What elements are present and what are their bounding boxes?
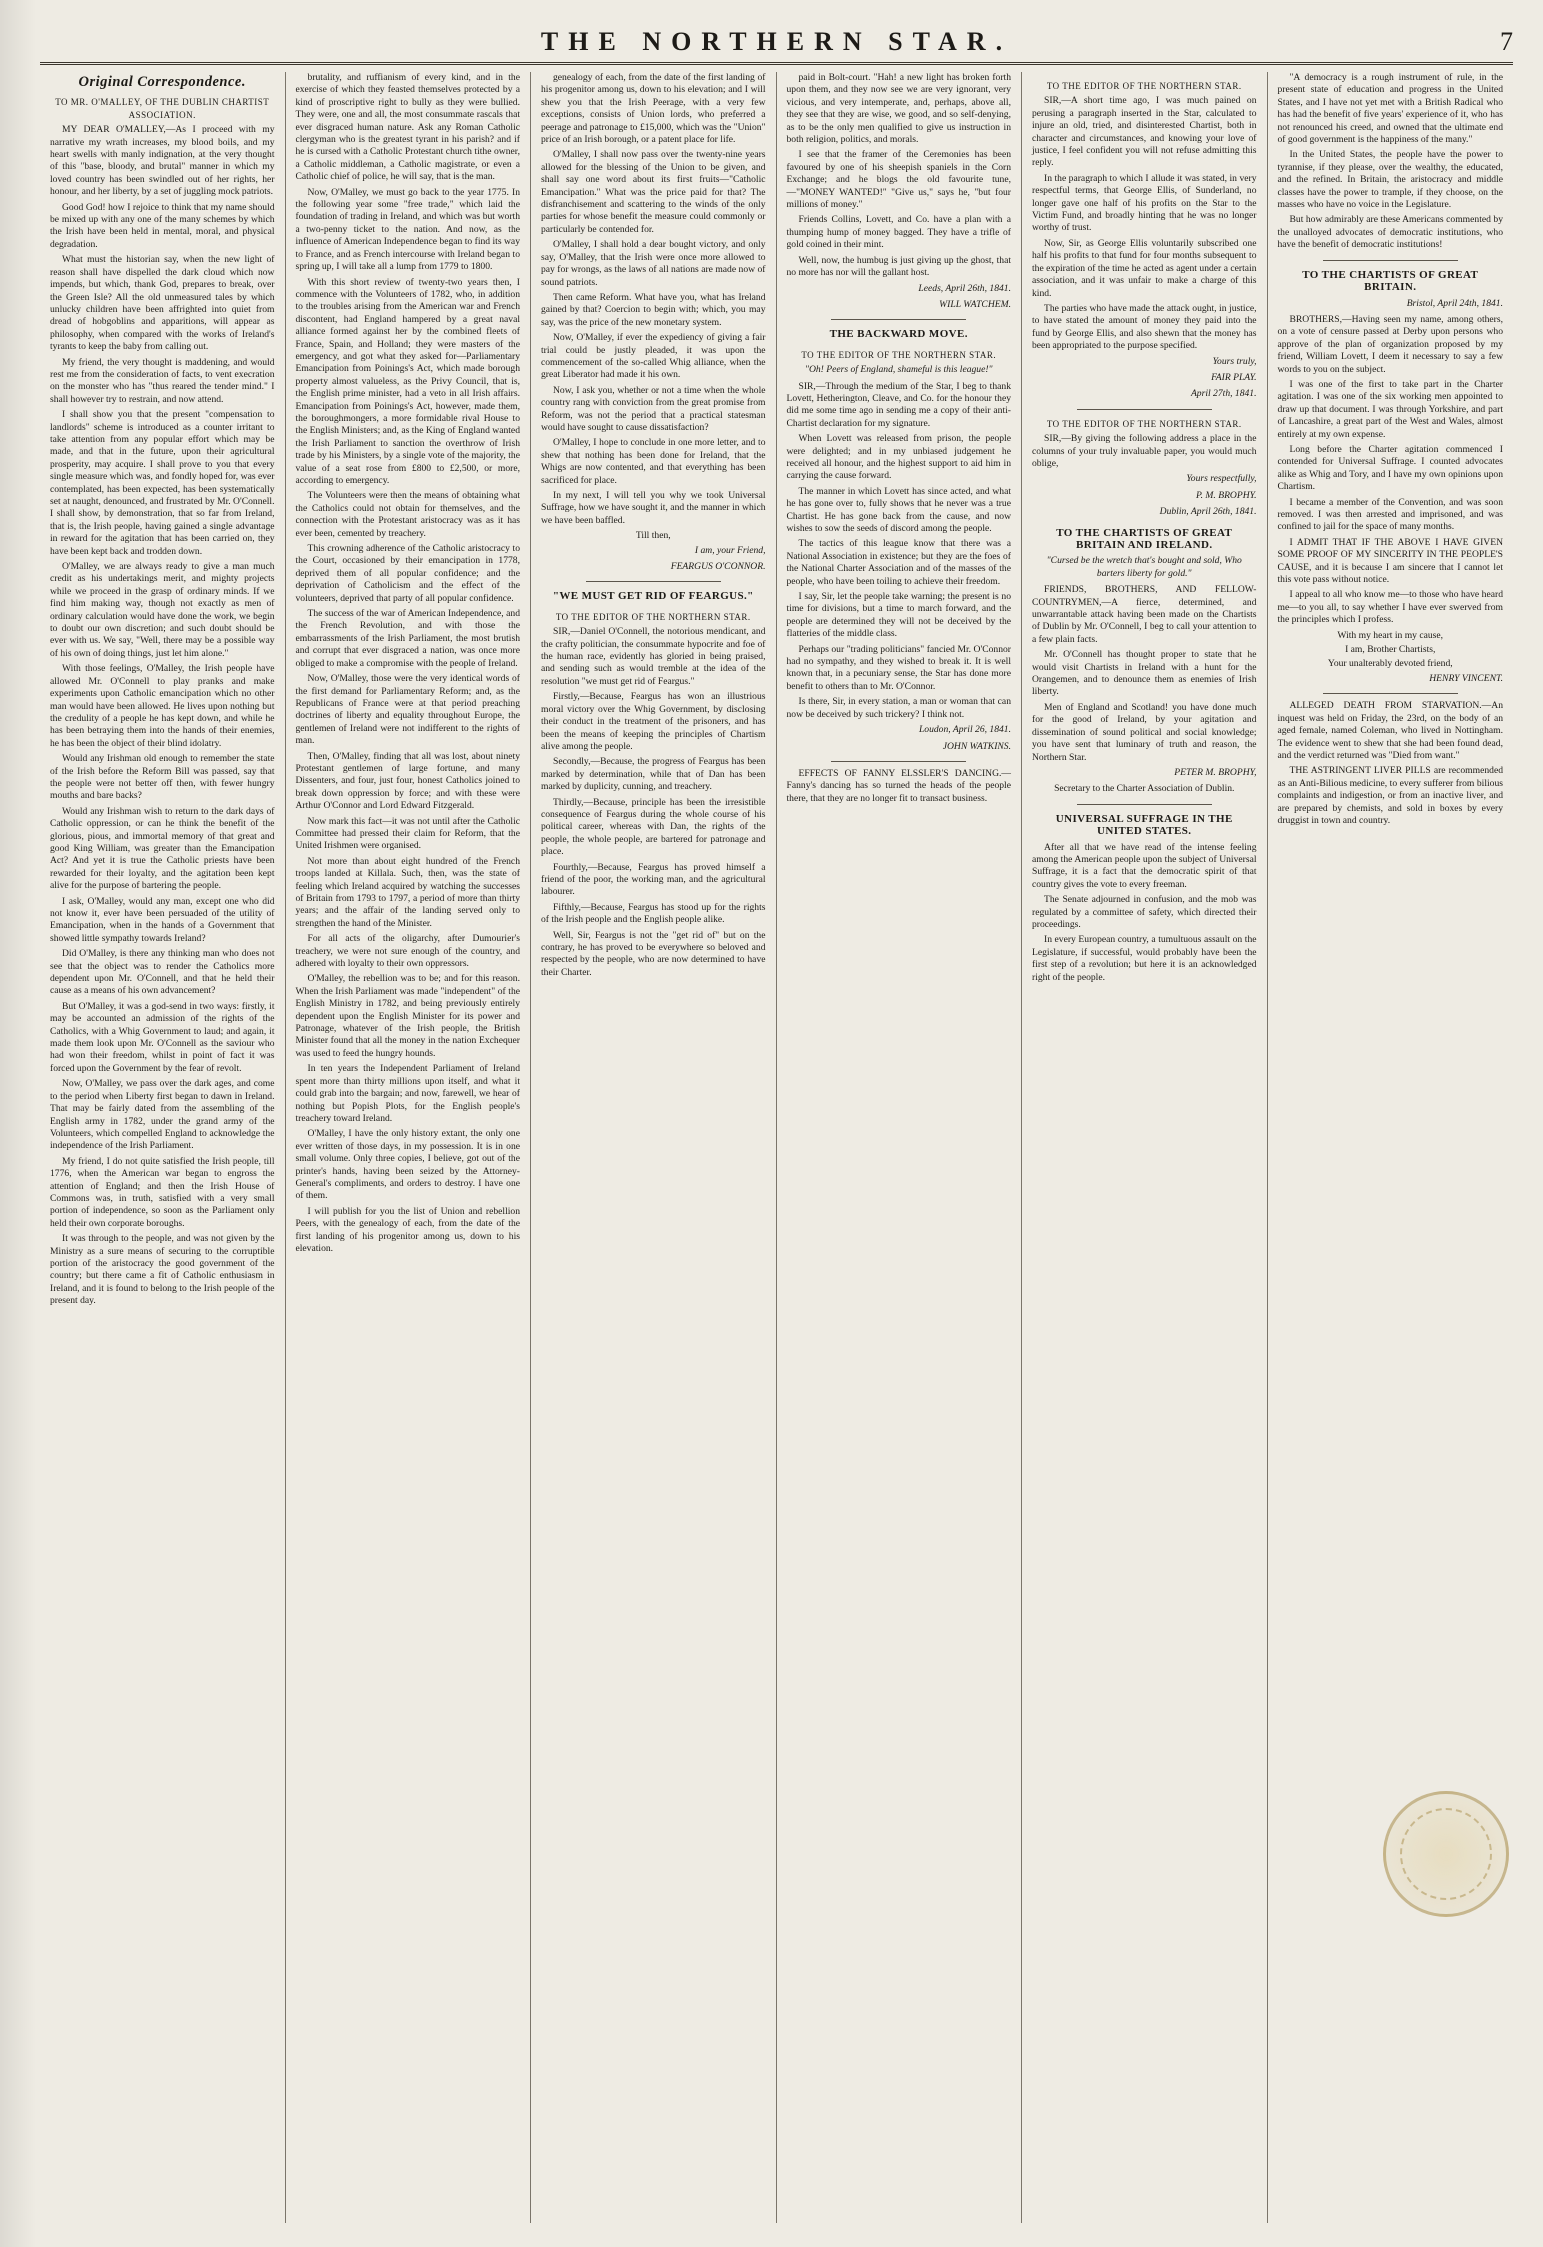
article-heading: THE BACKWARD MOVE.: [829, 328, 968, 341]
paragraph: In ten years the Independent Parliament of Ireland spent more than thirty millions upon itself, and what it could grab into the bargain; and now, farewell, we hear of nothing but Popish Plots, for the English people's treachery toward Ireland.: [295, 1063, 520, 1124]
paragraph: genealogy of each, from the date of the first landing of his progenitor among us, down to his elevation; and I will shew you that the Irish Peerage, with a very few exceptions, consists of Union lords, who preferred a peerage and patronage to £15,000, which was the "Union" price of an Irish borough, or a patent place for life.: [541, 72, 766, 146]
library-stamp: [1383, 1791, 1509, 1917]
paragraph: Now, O'Malley, if ever the expediency of giving a fair trial could be justly pleaded, it was upon the commencement of the so-called Whig alliance, when the great Liberator had made it his own.: [541, 332, 766, 381]
article-subheading: TO THE EDITOR OF THE NORTHERN STAR.: [555, 611, 751, 622]
masthead-title: THE NORTHERN STAR.: [540, 27, 1013, 56]
paragraph: But how admirably are these Americans commented by the unalloyed advocates of democratic institutions, who have the benefit of democratic institutions!: [1277, 214, 1503, 251]
paragraph: Is there, Sir, in every station, a man or woman that can now be deceived by such trickery? I think not.: [786, 696, 1011, 720]
dateline: Leeds, April 26th, 1841.: [918, 282, 1011, 294]
article-heading: TO THE CHARTISTS OF GREAT BRITAIN AND IRELAND.: [1056, 526, 1233, 551]
paragraph: For all acts of the oligarchy, after Dumourier's treachery, we were not sure enough of the country, and adhered with loyalty to their own oppressors.: [295, 933, 520, 970]
paragraph: Men of England and Scotland! you have done much for the good of Ireland, by your agitation and dissemination of sound political and social knowledge; you have sent that luminary of truth and reason, the Northern Star.: [1032, 701, 1257, 763]
dateline: Dublin, April 26th, 1841.: [1159, 506, 1257, 518]
paragraph: Long before the Charter agitation commenced I contended for Universal Suffrage. I counted advocates alike as Whig and Tory, and I have my own opinions upon Chartism.: [1277, 443, 1503, 493]
letter-heading: TO MR. O'MALLEY, OF THE DUBLIN CHARTIST ASSOCIATION.: [55, 97, 270, 120]
signoff-line: Yours truly,: [1212, 355, 1257, 367]
article-subheading: TO THE EDITOR OF THE NORTHERN STAR.: [801, 349, 997, 360]
paragraph: What must the historian say, when the new light of reason shall have dispelled the dark cloud which now impends, but which, thank God, prepares to break, over the Green Isle? All the old unmeasured tales by which unlucky children have been affrighted into quiet from dread of hobgoblins and apparitions, will appear as philosophy, when compared with the works of Ireland's tyrants to keep the baby from calling out.: [50, 254, 275, 353]
dateline: April 27th, 1841.: [1190, 388, 1257, 400]
paragraph: The success of the war of American Independence, and the French Revolution, and with those the embarrassments of the Irish Parliament, the most brutish and corrupt that ever disgraced a nation, was once more obliged to make a compromise with the people of Ireland.: [295, 608, 520, 669]
paragraph: Now, O'Malley, those were the very identical words of the first demand for Parliamentary Reform; and, as the Republicans of France were at that period preaching doctrines of liberty and equality throughout Europe, the gentlemen of Ireland were not indifferent to the rights of man.: [295, 673, 520, 747]
paragraph: SIR,—Daniel O'Connell, the notorious mendicant, and the crafty politician, the consummate hypocrite and foe of the human race, evidently has gloried in being praised, and sending such as would tremble at the idea of the resolution "we must get rid of Feargus.": [541, 626, 766, 687]
signoff-line: Your unalterably devoted friend,: [1327, 658, 1453, 670]
article-heading: UNIVERSAL SUFFRAGE IN THE UNITED STATES.: [1055, 812, 1233, 838]
paragraph: O'Malley, I have the only history extant, the only one ever written of those days, in my possession. It is in one small volume. Only three copies, I believe, got out of the printer's hands, having been seized by the Attorney-General's compliments, and orders to destroy. I have one of them.: [295, 1128, 520, 1202]
paragraph: This crowning adherence of the Catholic aristocracy to the Court, occasioned by their emancipation in 1778, deprived them of all popular confidence; and the deprivation of Catholicism and the effect of the volunteers, deprived that party of all popular confidence.: [295, 543, 520, 604]
paragraph: EFFECTS OF FANNY ELSSLER'S DANCING.—Fanny's dancing has so turned the heads of the people there, that they are no longer fit to transact business.: [786, 767, 1011, 804]
page-fold-shadow: [0, 0, 36, 2247]
article-subheading: TO THE EDITOR OF THE NORTHERN STAR.: [1046, 81, 1242, 91]
paragraph: Would any Irishman old enough to remember the state of the Irish before the Reform Bill was passed, say that the people were not better off then, with fewer hungry mouths and bare backs?: [50, 753, 275, 802]
paragraph: ALLEGED DEATH FROM STARVATION.—An inquest was held on Friday, the 23rd, on the body of an aged female, named Coleman, who lived in Nottingham. The evidence went to shew that she had been found dead, and the verdict returned was "Died from want.": [1277, 700, 1503, 761]
paragraph: Did O'Malley, is there any thinking man who does not see that the object was to render the Catholics more dependent upon Mr. O'Connell, and that he held their cause as a means of his own advancement?: [50, 948, 275, 997]
signoff-line: I am, your Friend,: [694, 544, 766, 556]
page-number: 7: [1500, 27, 1513, 56]
paragraph: MY DEAR O'MALLEY,—As I proceed with my narrative my wrath increases, my blood boils, and my heart swells with manly indignation, at the very thought of this "base, bloody, and brutal" manner in which my loved country has been swindled out of her rights, her honour, and her liberty, by a set of juggling mock patriots.: [50, 124, 275, 198]
author-signature: FAIR PLAY.: [1211, 371, 1257, 383]
stamp-ring: [1400, 1808, 1492, 1900]
paragraph: The Senate adjourned in confusion, and the mob was regulated by a committee of safety, which directed their proceedings.: [1032, 894, 1257, 930]
paragraph: Fourthly,—Because, Feargus has proved himself a friend of the poor, the working man, and the agricultural labourer.: [541, 861, 766, 898]
paragraph: When Lovett was released from prison, the people were delighted; and in my unbiased judgement he received all honour, and the highest support to aid him in carrying the cause forward.: [786, 433, 1011, 482]
paragraph: The parties who have made the attack ought, in justice, to have stated the amount of money they paid into the fund by George Ellis, and also shewn that the money has been appropriated to the purpose specified.: [1032, 302, 1257, 352]
paragraph: But O'Malley, it was a god-send in two ways: firstly, it may be accounted an admission of the rights of the Catholics, with a Whig Government to laud; and again, it made them look upon Mr. O'Connell as the saviour who had won their freedom, whilst in point of fact it was forced upon the Government by the fear of revolt.: [50, 1000, 275, 1074]
columns: [40, 72, 1513, 2223]
article-heading: TO THE CHARTISTS OF GREAT BRITAIN.: [1302, 268, 1479, 294]
paragraph: O'Malley, we are always ready to give a man much credit as his undertakings merit, and mighty projects while we proceed in the grasp of ordinary minds. If we find him making way, though not exactly as men of ordinary calculation would have done the work, we begin to doubt our own discretion; and such doubt should be ever with us. We say, "Well, there may be a possible way of his own of doing things, just let him alone.": [50, 561, 275, 659]
paragraph: The manner in which Lovett has since acted, and what he has gone over to, fully shows that he never was a true Chartist. He has gone back from the cause, and now wishes to sow the seeds of discord among the people.: [786, 485, 1011, 534]
paragraph: In every European country, a tumultuous assault on the Legislature, if successful, would probably have been the first step of a revolution; but here it is an acknowledged right of the people.: [1032, 934, 1257, 983]
paragraph: Now, O'Malley, we pass over the dark ages, and come to the period when Liberty first began to dawn in Ireland. That may be fairly dated from the assembling of the English army in 1782, under the grand army of the Volunteers, which compelled England to acknowledge the independence of the Irish Parliament.: [50, 1078, 275, 1152]
column-2: [286, 72, 532, 2223]
paragraph: O'Malley, I hope to conclude in one more letter, and to shew that nothing has been done for Ireland, that the Whigs are now contented, and that everything has been sacrificed for place.: [541, 437, 766, 486]
author-signature: P. M. BROPHY.: [1196, 489, 1257, 501]
section-heading: Original Correspondence.: [78, 74, 246, 90]
paragraph: I was one of the first to take part in the Charter agitation. I was one of the six working men appointed to draw up that document. I was through Yorkshire, and part of Lancashire, a great part of the West and Wales, almost entirely at my own expense.: [1277, 378, 1503, 440]
signoff-line: I am, Brother Chartists,: [1345, 644, 1436, 656]
column-1: [40, 72, 286, 2223]
paragraph: I see that the framer of the Ceremonies has been favoured by one of his sheepish spaniels in the Corn Exchange; and he blogs the old favourite tune,—"MONEY WANTED!" "Give us," says he, "but four millions of money.": [786, 149, 1011, 211]
paragraph: THE ASTRINGENT LIVER PILLS are recommended as an Anti-Bilious medicine, to every sufferer from bilious complaints and indigestion, or from an inactive liver, and are prepared by chemists, and sold in boxes by every druggist in town and country.: [1277, 765, 1503, 826]
epigraph: "Cursed be the wretch that's bought and sold, Who barters liberty for gold.": [1046, 555, 1242, 579]
paragraph: My friend, the very thought is maddening, and would rest me from the consideration of facts, to vent execration on the monster who has "thus reared the tender mind." I shall however try to restrain, and now attend.: [50, 356, 275, 405]
divider: [586, 581, 721, 582]
paragraph: Not more than about eight hundred of the French troops landed at Killala. Such, then, was the state of feeling which Ireland acquired by watching the successes of Britain from 1793 to 1797, a period of more than thirty years; and the affair of the landing served only to strengthen the hand of the Minister.: [295, 855, 520, 929]
paragraph: O'Malley, the rebellion was to be; and for this reason. When the Irish Parliament was made "independent" of the English Ministry in 1782, and being previously entirely dependent upon the English Minister for its power and Patronage, whatever of the Irish people, the British Minister found that all the money in the nation Exchequer was used to feed the hungry hounds.: [295, 973, 520, 1059]
paragraph: I ADMIT THAT IF THE ABOVE I HAVE GIVEN SOME PROOF OF MY SINCERITY IN THE PEOPLE'S CAUSE, and it is because I am sincere that I cannot let this vote pass without notice.: [1277, 536, 1503, 586]
article-subheading: TO THE EDITOR OF THE NORTHERN STAR.: [1046, 418, 1242, 429]
paragraph: SIR,—Through the medium of the Star, I beg to thank Lovett, Hetherington, Cleave, and Co. for the honour they did me some time ago in sending me a copy of their anti-Chartist declaration for my signature.: [786, 380, 1011, 429]
signoff-line: With my heart in my cause,: [1337, 629, 1444, 641]
paragraph: With those feelings, O'Malley, the Irish people have allowed Mr. O'Connell to play pranks and make experiments upon Catholic emancipation which no other man would have been allowed. He lives upon nothing but the credulity of a people he has kept down, and while he has been betraying them into the hands of their enemies, he has been the object of their blind idolatry.: [50, 663, 275, 749]
paragraph: Now, Sir, as George Ellis voluntarily subscribed one half his profits to that fund for four months subsequent to the expiration of the time he acted as agent under a certain association, and it was unfair to make a charge of this kind.: [1032, 237, 1257, 299]
dateline: Loudon, April 26, 1841.: [918, 724, 1011, 736]
paragraph: Firstly,—Because, Feargus has won an illustrious moral victory over the Whig Government, by disclosing their conduct in the treatment of the prisoners, and has been the means of keeping the principles of Chartism alive among the people.: [541, 691, 766, 752]
paragraph: In the United States, the people have the power to tyrannise, if they please, over the wealthy, the educated, and the refined. In Britain, the aristocracy and middle classes have the power to trample, if they choose, on the masses who have no voice in the Legislature.: [1277, 149, 1503, 211]
paragraph: With this short review of twenty-two years then, I commence with the Volunteers of 1782, who, in addition to the troubles arising from the American war and French discontent, had England hampered by a great naval alliance formed against her by the combined fleets of France, Spain, and Holland; they were masters of the emergency, and got what they asked for—Parliamentary Emancipation from Poinings's Act, which made borough property almost valueless, as the Privy Council, that is, the English prime minister, had a veto in all Irish affairs. Emancipation from Poinings's Act, however, made them, the boroughmongers, a more formidable rival House to the English Ministers; and, as the King of England wanted the Irish Parliament to sanction the overthrow of Irish trade by his Ministers, by a single vote of the majority, the value of a seat rose from £800 to £2,500, or more, according to emergency.: [295, 276, 520, 486]
paragraph: I ask, O'Malley, would any man, except one who did not know it, ever have been persuaded of the utility of Emancipation, when in the hands of a Government that showed little sympathy towards Ireland?: [50, 895, 275, 944]
paragraph: Would any Irishman wish to return to the dark days of Catholic oppression, or can he think the benefit of the glorious, pious, and immortal memory of that great and good King William, was greater than the Emancipation Act? And yet it is true the Catholic priests have been rewarded for their loyalty, and the agitation been kept alive for the purpose of bartering the people.: [50, 805, 275, 892]
paragraph: The Volunteers were then the means of obtaining what the Catholics could not obtain for themselves, and the connection with the Protestant aristocracy was as it has ever been, cemented by treachery.: [295, 490, 520, 539]
paragraph: Now, O'Malley, we must go back to the year 1775. In the following year some "free trade," which laid the foundation of trading in Ireland, and which was but worth a two-penny ticket to the nation. And now, as the influence of American Independence began to find its way to France, and as French intercourse with Ireland began to spring up, I will take all a lump from 1779 to 1800.: [295, 186, 520, 273]
paragraph: I shall show you that the present "compensation to landlords" scheme is introduced as a counter irritant to take attention from any popular effort which may be made, and that in the future, upon their agricultural prosperity, may acquire. I shall prove to you that every single measure which was, and fondly hoped for, was ever contemplated, has been expected, has been systematically set at naught, denounced, and frustrated by Mr. O'Connell. I shall show, by demonstration, that so far from Ireland, that is, the Irish people, having gained a single advantage in reward for the agitation that has been carried on, they have been kept back and trodden down.: [50, 409, 275, 557]
paragraph: Thirdly,—Because, principle has been the irresistible consequence of Feargus during the whole course of his political career, whereas with Dan, the rights of the people, the whole people, are bartered for patronage and place.: [541, 796, 766, 858]
paragraph: I appeal to all who know me—to those who have heard me—to you all, to say whether I have ever swerved from the principles which I profess.: [1277, 589, 1503, 626]
paragraph: I will publish for you the list of Union and rebellion Peers, with the genealogy of each, from the date of the first landing of his progenitor among us, down to his elevation.: [295, 1205, 520, 1254]
column-4: [777, 72, 1023, 2223]
paragraph: BROTHERS,—Having seen my name, among others, on a vote of censure passed at Derby upon persons who approve of the plan of organization proposed by my friend, William Lovett, I deem it necessary to say a few words to you on the subject.: [1277, 313, 1503, 375]
divider: [831, 319, 966, 320]
column-5: [1022, 72, 1268, 2223]
paragraph: Good God! how I rejoice to think that my name should be mixed up with any one of the many schemes by which the Irish have been held in mental, moral, and physical degradation.: [50, 201, 275, 250]
divider: [1077, 409, 1212, 410]
paragraph: Mr. O'Connell has thought proper to state that he would visit Chartists in Ireland with a hunt for the Orangemen, and to denounce them as enemies of Irish liberty.: [1032, 649, 1257, 698]
paragraph: Now mark this fact—it was not until after the Catholic Committee had pressed their claim for Reform, that the United Irishmen were organised.: [295, 815, 520, 852]
paragraph: Now, I ask you, whether or not a time when the whole country rang with conviction from the great promise from Reform, was not the period that a practical statesman would have sought to cause dissatisfaction?: [541, 384, 766, 433]
paragraph: SIR,—A short time ago, I was much pained on perusing a paragraph inserted in the Star, calculated to injure an old, tried, and disinterested Chartist, both in character and circumstances, and knowing your love of justice, I feel confident you will not refuse admitting this reply.: [1032, 95, 1257, 169]
paragraph: brutality, and ruffianism of every kind, and in the exercise of which they feasted themselves protected by a kind of proscriptive right to bully as they were bullied. They were, one and all, the most consummate rascals that ever disgraced human nature. Ask any Roman Catholic clergyman who is the greatest tyrant in his parish? and if he is cursed with a Catholic Protestant church tithe owner, a Catholic middleman, a Catholic magistrate, or even a Catholic chief of police, he will say, that is the man.: [295, 72, 520, 183]
author-signature: JOHN WATKINS.: [942, 740, 1011, 752]
paragraph: Secondly,—Because, the progress of Feargus has been marked by determination, while that of Dan has been marked by duplicity, cunning, and treachery.: [541, 756, 766, 793]
paragraph: O'Malley, I shall now pass over the twenty-nine years allowed for the blessing of the Union to be given, and shall say one word about its first fruits—"Catholic Emancipation." What was the price paid for that? The disfranchisement and scattering to the winds of the only parties for whose benefit the measure could commonly or particularly be contended for.: [541, 149, 766, 235]
paragraph: Friends Collins, Lovett, and Co. have a plan with a thumping hump of money bagged. They have a trifle of gold coined in their mint.: [786, 214, 1011, 251]
paragraph: "A democracy is a rough instrument of rule, in the present state of education and progress in the United States, and I have not yet met with a British Radical who has had the benefit of five years' experience of it, who has not renounced his creed, and owned that the ultimate end of good government is the happiness of the many.": [1277, 72, 1503, 146]
paragraph: It was through to the people, and was not given by the Ministry as a sure means of securing to the corruptible portion of the aristocracy the good government of the country; but there came a fit of Catholic enthusiasm in Ireland, and it is found to belong to the Irish people of the present day.: [50, 1233, 275, 1307]
paragraph: SIR,—By giving the following address a place in the columns of your truly invaluable paper, you would much oblige,: [1032, 433, 1257, 469]
divider: [831, 761, 966, 762]
article-heading: "WE MUST GET RID OF FEARGUS.": [552, 590, 754, 603]
paragraph: In the paragraph to which I allude it was stated, in very respectful terms, that George Ellis, of Sunderland, no longer gave one half of his profits on the Star to the Victim Fund, and broadly hinting that he was no longer worthy of trust.: [1032, 172, 1257, 234]
paragraph: I say, Sir, let the people take warning; the present is no time for divisions, but a time to march forward, and the people are determined they will not be deceived by the flatteries of the middle class.: [786, 591, 1011, 640]
author-title: Secretary to the Charter Association of Dublin.: [1054, 783, 1235, 795]
divider: [1323, 693, 1458, 694]
paragraph: Well, Sir, Feargus is not the "get rid of" but on the contrary, he has proved to be everywhere so beloved and respected by the people, who are now determined to have their Charter.: [541, 929, 766, 978]
paragraph: My friend, I do not quite satisfied the Irish people, till 1776, when the American war began to engross the attention of England; and then the Irish House of Commons was, in truth, satisfied with a very small portion of independence, so soon as the Parliament only held their own corporate boroughs.: [50, 1155, 275, 1229]
paragraph: The tactics of this league know that there was a National Association in existence; but they are the foes of the National Charter Association and of the masses of the people, who have been toiling to achieve their freedom.: [786, 538, 1011, 587]
paragraph: Then came Reform. What have you, what has Ireland gained by that? Coercion to begin with; which, you may say, was the price of the new monetary system.: [541, 291, 766, 328]
author-signature: FEARGUS O'CONNOR.: [670, 561, 766, 573]
paragraph: After all that we have read of the intense feeling among the American people upon the subject of Universal Suffrage, it is a fact that the democratic spirit of that country gives the vote to every freeman.: [1032, 841, 1257, 890]
paragraph: Well, now, the humbug is just giving up the ghost, that no more has nor will the gallant host.: [786, 254, 1011, 279]
paragraph: Fifthly,—Because, Feargus has stood up for the rights of the Irish people and the English people alike.: [541, 901, 766, 926]
column-3: [531, 72, 777, 2223]
divider: [1323, 260, 1458, 261]
dateline: Bristol, April 24th, 1841.: [1406, 297, 1503, 309]
author-signature: HENRY VINCENT.: [1429, 672, 1503, 684]
paragraph: In my next, I will tell you why we took Universal Suffrage, how we have sought it, and the manner in which we have been baffled.: [541, 490, 766, 526]
paragraph: O'Malley, I shall hold a dear bought victory, and only say, O'Malley, that the Irish were once more allowed to pay for wrongs, as the laws of all nations are made now of sound patriots.: [541, 239, 766, 288]
signoff-line: Yours respectfully,: [1186, 473, 1257, 485]
divider: [1077, 804, 1212, 805]
author-signature: PETER M. BROPHY,: [1174, 766, 1257, 778]
signoff-line: Till then,: [635, 530, 671, 542]
paragraph: Then, O'Malley, finding that all was lost, about ninety Protestant gentlemen of large fortune, and many Dissenters, and four, just four, honest Catholics joined to break down oppression by force; and with these were Arthur O'Connor and Lord Edward Fitzgerald.: [295, 750, 520, 812]
epigraph: "Oh! Peers of England, shameful is this league!": [804, 364, 993, 376]
paragraph: Perhaps our "trading politicians" fancied Mr. O'Connor had no sympathy, and they wished to break it. It is well known that, in a pecuniary sense, the Star has done more benefit to others than to Mr. O'Connor.: [786, 643, 1011, 692]
paragraph: paid in Bolt-court. "Hah! a new light has broken forth upon them, and they now see we are very ignorant, very vicious, and very intemperate, and, perhaps, above all, they see that they are wise, we good, and so self-denying, as to be the only men qualified to give us instruction in both religion, politics, and morals.: [786, 72, 1011, 146]
paragraph: I became a member of the Convention, and was soon removed. I was then arrested and imprisoned, and was confined to jail for the space of many months.: [1277, 496, 1503, 533]
paragraph: FRIENDS, BROTHERS, AND FELLOW-COUNTRYMEN,—A fierce, determined, and unwarrantable attack having been made on the Chartists of Dublin by Mr. O'Connell, I beg to call your attention to a few plain facts.: [1032, 584, 1257, 645]
author-signature: WILL WATCHEM.: [939, 298, 1011, 310]
masthead: [40, 22, 1513, 65]
